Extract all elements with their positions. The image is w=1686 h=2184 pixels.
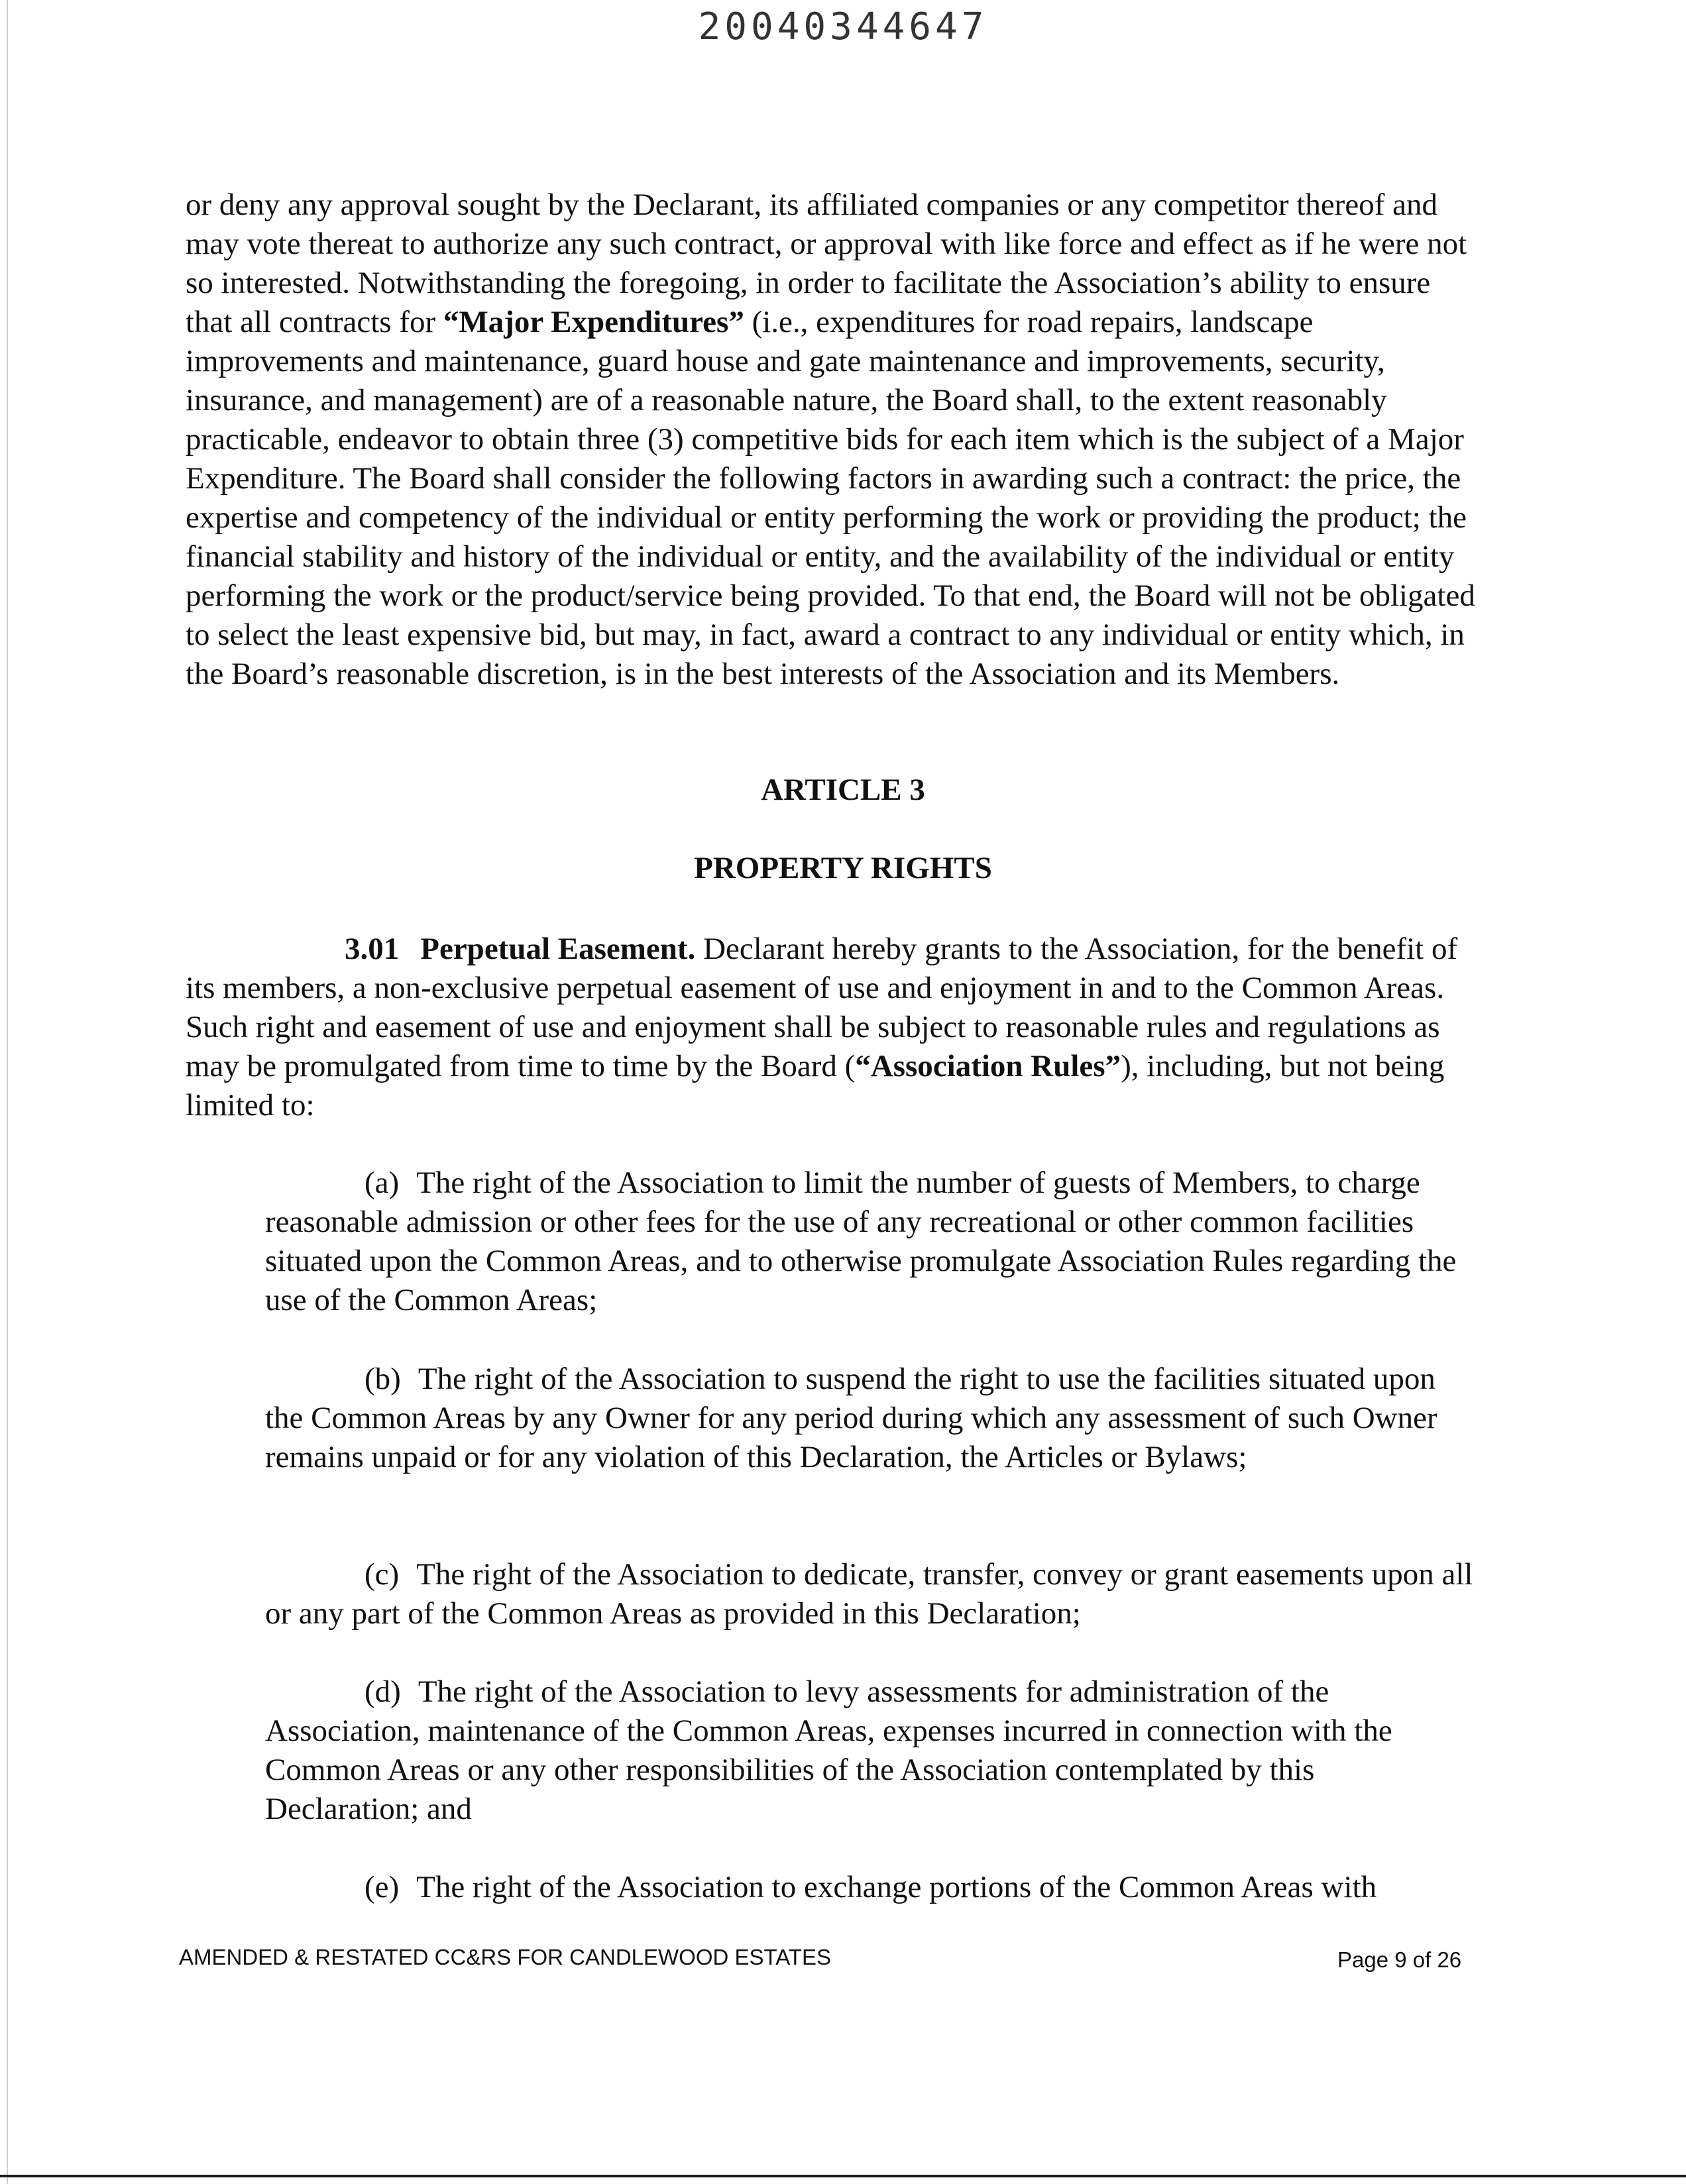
subsection-d <box>265 1672 1475 1829</box>
section-number: 3.01 <box>345 932 400 966</box>
subsection-text: The right of the Association to suspend the right to use the facilities situated upon the Common Areas by any Owner for any period during which any assessment of such Owner remains unpaid or for any violation of this Declaration, the Articles or Bylaws; <box>265 1362 1437 1474</box>
subsection-text: The right of the Association to limit the number of guests of Members, to charge reasonable admission or other fees for the use of any recreational or other common facilities situated upon the Common Areas, and to otherwise promulgate Association Rules regarding the use of the Common Areas; <box>265 1166 1457 1317</box>
association-rules-term: “Association Rules” <box>855 1049 1121 1083</box>
subsection-text: The right of the Association to dedicate, transfer, convey or grant easements upon all or any part of the Common Areas as provided in this Declaration; <box>265 1557 1473 1631</box>
subsection-b <box>265 1360 1475 1477</box>
subsection-letter: (a) <box>365 1166 400 1200</box>
article-title: PROPERTY RIGHTS <box>694 851 992 885</box>
subsection-text: The right of the Association to levy assessments for administration of the Association, maintenance of the Common Areas, expenses incurred in connection with the Common Areas or any other responsibilities of the Association contemplated by this Declaration; and <box>265 1674 1392 1826</box>
subsection-c <box>265 1555 1475 1633</box>
subsection-text: The right of the Association to exchange portions of the Common Areas with <box>416 1870 1377 1904</box>
intro-text-1: or deny any approval sought by the Declarant, its affiliated companies or any competitor thereof and may vote thereat to authorize any such contract, or approval with like force and effect as if he were not so interested. Notwithstanding the foregoing, in order to facilitate the Association’s ability to ensure that all contracts for <box>186 188 1467 339</box>
document-number: 20040344647 <box>698 5 988 48</box>
footer-page-number: Page 9 of 26 <box>1337 1947 1462 1972</box>
subsection-letter: (c) <box>365 1557 400 1592</box>
section-text-2: ), including, but not being limited to: <box>186 1049 1445 1122</box>
subsection-letter: (d) <box>365 1674 401 1709</box>
major-expenditures-term: “Major Expenditures” <box>443 305 744 339</box>
article-heading: ARTICLE 3 <box>761 773 925 807</box>
bottom-edge-line <box>0 2175 1686 2177</box>
scan-edge-line <box>7 0 8 2184</box>
intro-paragraph <box>186 186 1475 694</box>
section-3-01-paragraph <box>186 930 1475 1125</box>
subsection-e <box>265 1868 1475 1907</box>
footer-title: AMENDED & RESTATED CC&RS FOR CANDLEWOOD ESTATES <box>179 1945 831 1969</box>
intro-text-2: (i.e., expenditures for road repairs, landscape improvements and maintenance, guard house and gate maintenance and improvements, security, insurance, and management) are of a reasonable nature, the Board shall, to the extent reasonably practicable, endeavor to obtain three (3) competitive bids for each item which is the subject of a Major Expenditure. The Board shall consider the following factors in awarding such a contract: the price, the expertise and competency of the individual or entity performing the work or providing the product; the financial stability and history of the individual or entity, and the availability of the individual or entity performing the work or the product/service being provided. To that end, the Board will not be obligated to select the least expensive bid, but may, in fact, award a contract to any individual or entity which, in the Board’s reasonable discretion, is in the best interests of the Association and its Members. <box>186 305 1475 691</box>
subsection-letter: (b) <box>365 1362 401 1396</box>
subsection-letter: (e) <box>365 1870 400 1904</box>
section-title: Perpetual Easement. <box>420 932 696 966</box>
section-text-1: Declarant hereby grants to the Association, for the benefit of its members, a non-exclusive perpetual easement of use and enjoyment in and to the Common Areas. Such right and easement of use and enjoyment shall be subject to reasonable rules and regulations as may be promulgated from time to time by the Board ( <box>186 932 1458 1083</box>
subsection-a <box>265 1164 1475 1320</box>
